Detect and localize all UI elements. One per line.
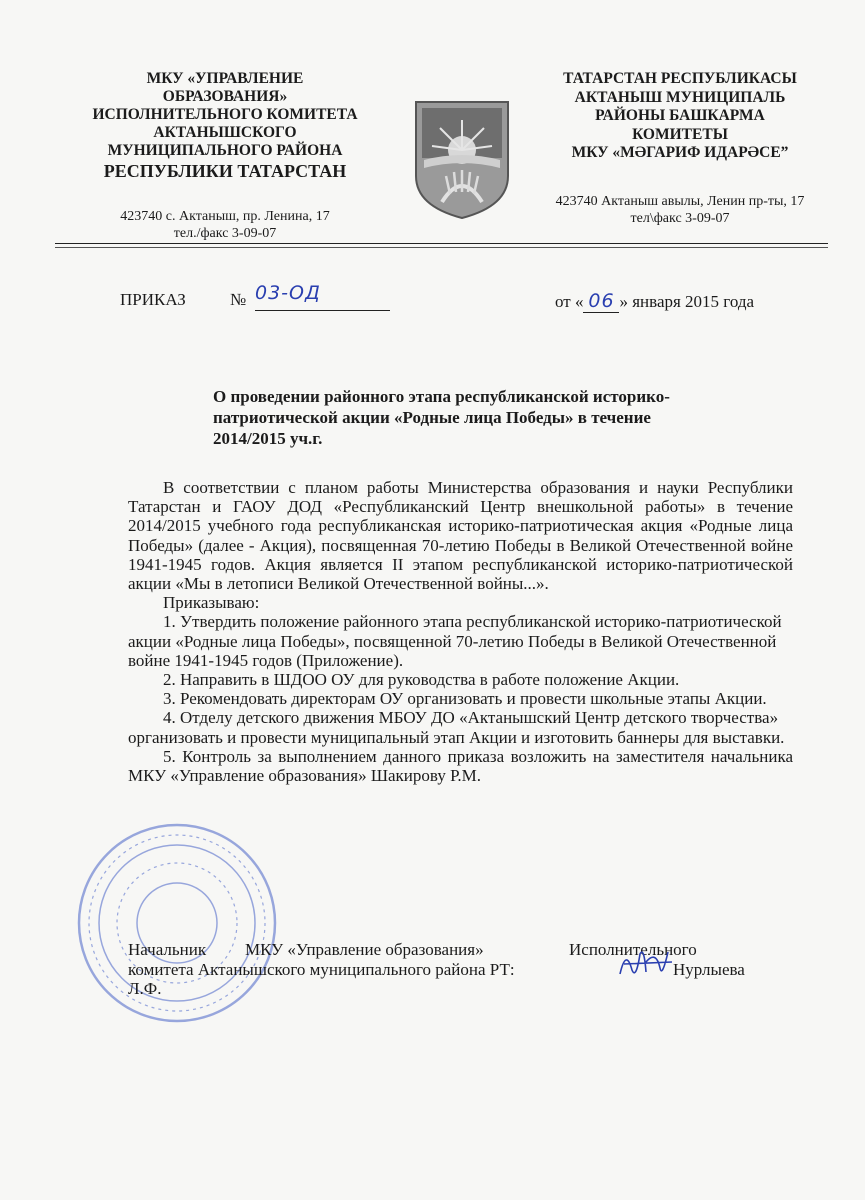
order-date bbox=[555, 290, 754, 313]
signature-org-cont: Исполнительного bbox=[569, 940, 697, 959]
coat-of-arms-icon bbox=[412, 98, 512, 220]
document-body bbox=[128, 478, 793, 785]
signature-org: МКУ «Управление образования» bbox=[245, 940, 484, 959]
header-right-line: АКТАНЫШ МУНИЦИПАЛЬ bbox=[574, 88, 786, 106]
header-right bbox=[530, 70, 830, 163]
header-left bbox=[60, 70, 390, 182]
header-right-address bbox=[530, 193, 830, 227]
order-label: ПРИКАЗ bbox=[120, 290, 186, 309]
date-prefix: от « bbox=[555, 292, 584, 311]
header-divider-thin bbox=[55, 247, 828, 248]
header-left-line: МУНИЦИПАЛЬНОГО РАЙОНА bbox=[107, 142, 343, 159]
date-day: 06 bbox=[588, 290, 615, 312]
phone-line: тел./факс 3-09-07 bbox=[173, 226, 277, 241]
order-number: 03-ОД bbox=[255, 282, 321, 304]
header-left-line: ОБРАЗОВАНИЯ» bbox=[162, 88, 288, 105]
title-line: патриотической акции «Родные лица Победы» в течение bbox=[213, 408, 651, 427]
header-right-line: РАЙОНЫ БАШКАРМА bbox=[595, 107, 765, 124]
signature-title: Начальник bbox=[128, 940, 207, 959]
body-intro: В соответствии с планом работы Министерства образования и науки Республики Татарстан и ГАОУ ДОД «Республиканский Центр внешкольной работы» в течение 2014/2015 учебного года республиканская историко-патриотическая акция «Родные лица Победы» (далее - Акция), посвященная 70-летию Победы в Великой Отечественной войне 1941-1945 годов. Акция является II этапом республиканской историко-патриотической акции «Мы в летописи Великой Отечественной войны...». bbox=[128, 478, 793, 594]
document-title bbox=[213, 386, 763, 449]
header-left-address bbox=[70, 208, 380, 242]
header-right-line: ТАТАРСТАН РЕСПУБЛИКАСЫ bbox=[563, 70, 797, 87]
header-right-line: КОМИТЕТЫ bbox=[632, 125, 728, 143]
address-line: 423740 с. Актаныш, пр. Ленина, 17 bbox=[120, 209, 330, 224]
header-left-republic: РЕСПУБЛИКИ ТАТАРСТАН bbox=[103, 161, 347, 181]
date-day-field bbox=[583, 290, 619, 313]
list-item: 2. Направить в ШДОО ОУ для руководства в работе положение Акции. bbox=[163, 670, 680, 690]
header-left-line: МКУ «УПРАВЛЕНИЕ bbox=[146, 70, 304, 87]
header-left-line: АКТАНЫШСКОГО bbox=[153, 124, 297, 141]
order-number-field bbox=[255, 282, 390, 311]
list-item: 5. Контроль за выполнением данного приказа возложить на заместителя начальника МКУ «Управление образования» Шакирову Р.М. bbox=[128, 746, 793, 786]
signature-block bbox=[128, 940, 798, 999]
header-left-line: ИСПОЛНИТЕЛЬНОГО КОМИТЕТА bbox=[92, 106, 358, 123]
order-number-sign: № bbox=[230, 290, 247, 309]
phone-line: тел\факс 3-09-07 bbox=[630, 211, 730, 226]
order-word: Приказываю: bbox=[163, 593, 260, 613]
list-item: 4. Отделу детского движения МБОУ ДО «Актанышский Центр детского творчества» организовать и провести муниципальный этап Акции и изготовить баннеры для выставки. bbox=[128, 708, 785, 747]
title-line: 2014/2015 уч.г. bbox=[213, 429, 323, 448]
signature-org-line2: комитета Актанышского муниципального района РТ: bbox=[128, 959, 515, 979]
date-suffix: » января 2015 года bbox=[619, 292, 755, 311]
title-line: О проведении районного этапа республиканской историко- bbox=[213, 387, 670, 406]
signature-initials: Л.Ф. bbox=[128, 979, 162, 998]
header-right-line: МКУ «МӘГАРИФ ИДАРӘСЕ” bbox=[571, 144, 789, 161]
address-line: 423740 Актаныш авылы, Ленин пр-ты, 17 bbox=[555, 194, 805, 209]
signature-name: Нурлыева bbox=[673, 959, 745, 979]
list-item: 1. Утвердить положение районного этапа республиканской историко-патриотической акции «Родные лица Победы», посвященной 70-летию Победы в Великой Отечественной войне 1941-1945 годов (Приложение). bbox=[128, 612, 782, 670]
handwritten-signature-icon bbox=[616, 944, 676, 984]
header-divider bbox=[55, 243, 828, 244]
list-item: 3. Рекомендовать директорам ОУ организовать и провести школьные этапы Акции. bbox=[163, 689, 767, 709]
